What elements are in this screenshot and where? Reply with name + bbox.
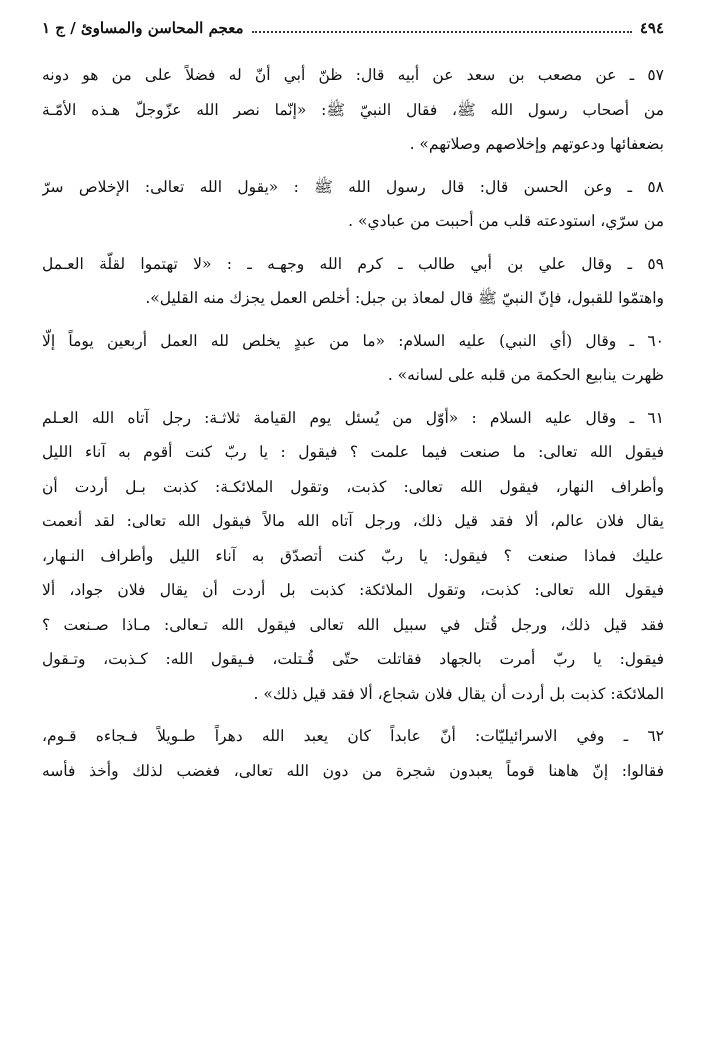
text-line: واهتمّوا للقبول، فإنّ النبيّ ﷺ قال لمعاذ بن جبل: أخلص العمل يجزك منه القليل». (145, 289, 664, 307)
running-header (42, 10, 664, 46)
paragraph-61 (42, 401, 664, 712)
text-line: فيقول الله تعالى: كذبت، وتقول الملائكة: كذبت بل أردت أن يقال فلان جواد، ألا (42, 581, 664, 599)
text-line: فقد قيل ذلك، ورجل قُتل في سبيل الله تعالى فيقول الله تـعالى: مـاذا صـنعت ؟ (42, 615, 664, 634)
body-text (42, 58, 664, 788)
paragraph-57 (42, 58, 664, 162)
text-line: فيقول الله تعالى: ما صنعت فيما علمت ؟ فيقول : يا ربّ كنت أقوم به آناء الليل (42, 443, 664, 461)
book-title: معجم المحاسن والمساوئ / ج ١ (42, 19, 244, 37)
text-line: عليك فماذا صنعت ؟ فيقول: يا ربّ كنت أتصدّق به آناء الليل وأطراف النـهار، (42, 546, 664, 565)
text-line: ٦٠ ـ وقال (أي النبي) عليه السلام: «ما من عبدٍ يخلص لله العمل أربعين يوماً إلّا (42, 331, 664, 350)
text-line: ٥٩ ـ وقال علي بن أبي طالب ـ كرم الله وجهـه ـ : «لا تهتموا لقلّة العـمل (42, 254, 664, 273)
paragraph-59 (42, 247, 664, 316)
paragraph-60 (42, 324, 664, 393)
text-line: من أصحاب رسول الله ﷺ، فقال النبيّ ﷺ: «إنّما نصر الله عزّوجلّ هـذه الأمّـة (42, 100, 664, 119)
text-line: ٦٢ ـ وفي الاسرائيليّات: أنّ عابداً كان يعبد الله دهراً طـويلاً فـجاءه قـوم، (42, 727, 664, 745)
text-line: فيقول: يا ربّ أمرت بالجهاد فقاتلت حتّى قُـتلت، فـيقول الله: كـذبت، وتـقول (42, 650, 664, 668)
text-line: الملائكة: كذبت بل أردت أن يقال فلان شجاع، ألا فقد قيل ذلك» . (253, 684, 664, 703)
text-line: من سرّي، استودعته قلب من أحببت من عبادي» . (348, 212, 664, 230)
text-line: ٥٨ ـ وعن الحسن قال: قال رسول الله ﷺ : «يقول الله تعالى: الإخلاص سرّ (42, 177, 664, 196)
text-line: ٦١ ـ وقال عليه السلام : «أوّل من يُسئل يوم القيامة ثلاثـة: رجل آتاه الله العـلم (42, 408, 664, 427)
paragraph-58 (42, 170, 664, 239)
page-number: ٤٩٤ (639, 19, 664, 37)
text-line: بضعفائها ودعوتهم وإخلاصهم وصلاتهم» . (409, 135, 664, 153)
text-line: ٥٧ ـ عن مصعب بن سعد عن أبيه قال: ظنّ أبي أنّ له فضلاً على من هو دونه (42, 66, 664, 84)
text-line: ظهرت ينابيع الحكمة من قلبه على لسانه» . (387, 366, 664, 384)
text-line: يقال فلان عالم، ألا فقد قيل ذلك، ورجل آتاه الله مالاً فيقول الله تعالى: لقد أنعمت (42, 512, 664, 530)
header-leader-dots (252, 31, 632, 33)
paragraph-62 (42, 719, 664, 788)
text-line: وأطراف النهار، فيقول الله تعالى: كذبت، وتقول الملائكـة: كذبت بـل أردت أن (42, 477, 664, 496)
text-line: فقالوا: إنّ هاهنا قوماً يعبدون شجرة من دون الله تعالى، فغضب لذلك وأخذ فأسه (42, 761, 664, 780)
